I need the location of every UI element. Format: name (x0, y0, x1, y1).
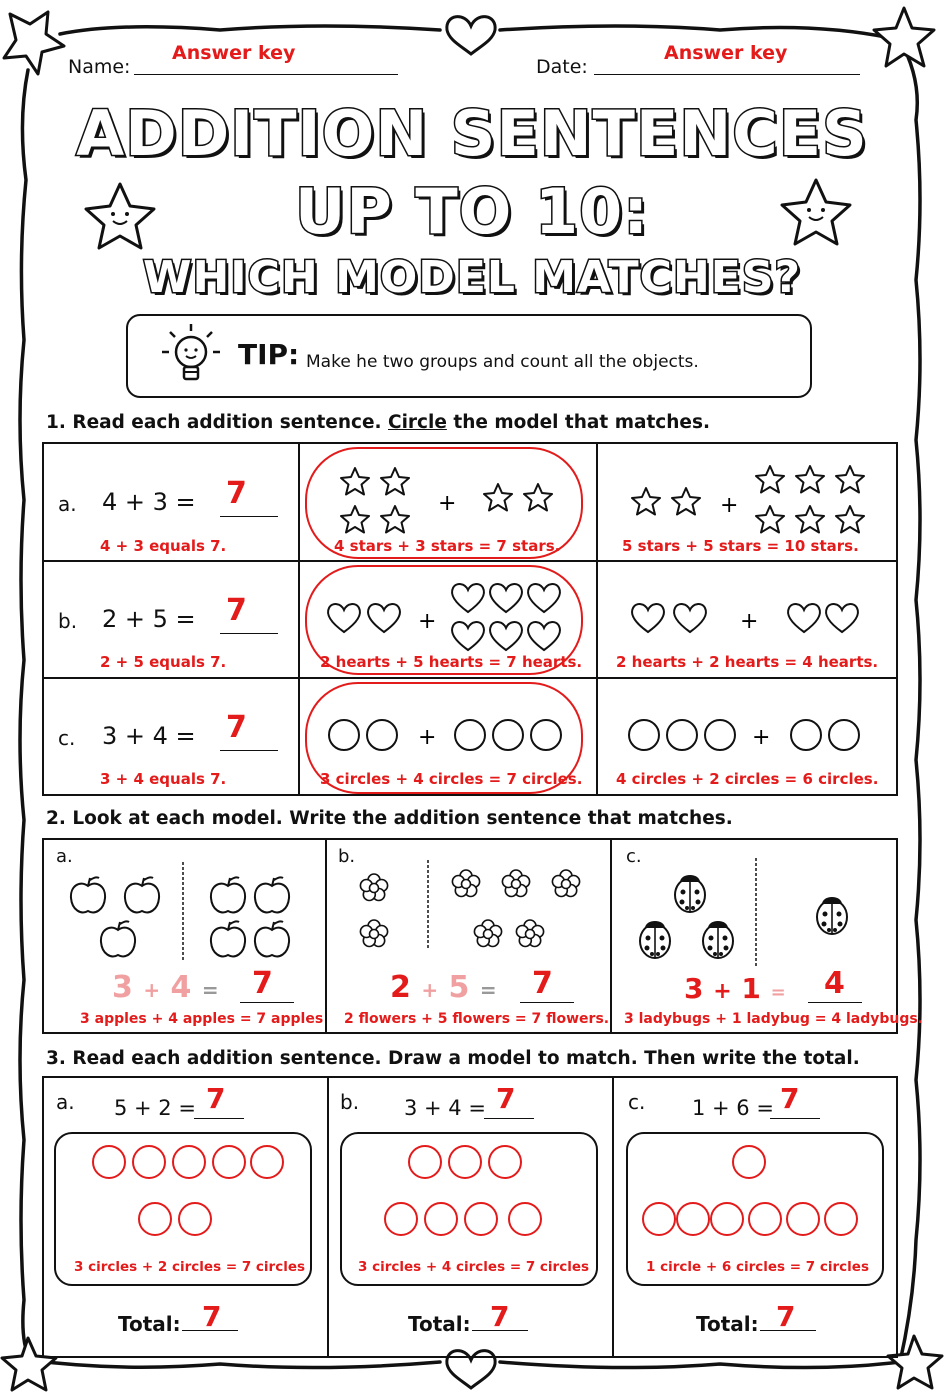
circle-shape (455, 720, 561, 750)
ladybug-icon (817, 897, 847, 934)
s2-b-equation: 2 + 5 = (390, 970, 497, 1005)
name-line[interactable] (134, 74, 398, 75)
s2-c-caption: 3 ladybugs + 1 ladybug = 4 ladybugs. (624, 1011, 923, 1027)
s2-b-caption: 2 flowers + 5 flowers = 7 flowers. (344, 1011, 610, 1027)
heart-icon (632, 604, 706, 632)
date-line[interactable] (594, 74, 860, 75)
section2-models (0, 838, 944, 988)
svg-text:+: + (752, 725, 771, 750)
tip-text: Make he two groups and count all the objects. (306, 352, 699, 372)
row-c-letter: c. (58, 726, 76, 750)
svg-text:+: + (720, 493, 739, 518)
plus-sign: + (438, 491, 457, 516)
row-a-model1-caption: 4 stars + 3 stars = 7 stars. (334, 537, 561, 555)
page-title-line3: WHICH MODEL MATCHES? (142, 252, 802, 303)
s3-a-answer-line[interactable] (194, 1118, 244, 1119)
s2-c-answer: 4 (824, 966, 845, 1001)
s3-c-answer-line[interactable] (770, 1118, 820, 1119)
s3-a-total-label: Total: (118, 1312, 181, 1336)
circle-shape (791, 720, 859, 750)
s3-a-letter: a. (56, 1090, 75, 1114)
s3-b-total-label: Total: (408, 1312, 471, 1336)
s2-a-answer-line[interactable] (240, 1002, 294, 1003)
s3-b-answer: 7 (496, 1082, 516, 1115)
lightbulb-icon (158, 322, 224, 388)
s3-c-caption: 1 circle + 6 circles = 7 circles (646, 1259, 869, 1275)
circle-shape (329, 720, 397, 750)
s3-a-sentence: 5 + 2 = (114, 1096, 196, 1120)
s3-b-total: 7 (490, 1300, 510, 1333)
row-c-words: 3 + 4 equals 7. (100, 770, 227, 788)
circle-shape (629, 720, 735, 750)
row-b-sentence: 2 + 5 = (102, 605, 196, 633)
heart-icon (788, 604, 858, 632)
s3-b-answer-line[interactable] (484, 1118, 534, 1119)
s3-c-total-label: Total: (696, 1312, 759, 1336)
star-icon (632, 488, 700, 515)
s2-a-answer: 7 (252, 966, 273, 1001)
heart-icon (328, 604, 400, 632)
s3-b-sentence: 3 + 4 = (404, 1096, 486, 1120)
s2-b-answer: 7 (532, 966, 553, 1001)
row-c-sentence: 3 + 4 = (102, 722, 196, 750)
svg-text:+: + (740, 609, 759, 634)
ladybug-icon (640, 875, 733, 958)
s3-c-sentence: 1 + 6 = (692, 1096, 774, 1120)
row-a-letter: a. (58, 492, 77, 516)
row-c-answer: 7 (226, 710, 247, 745)
row-c-model2-caption: 4 circles + 2 circles = 6 circles. (616, 770, 879, 788)
name-label: Name: (68, 56, 131, 78)
star-icon (756, 466, 864, 533)
section1-instruction: 1. Read each addition sentence. Circle the model that matches. (46, 412, 711, 433)
s2-b-letter: b. (338, 846, 356, 867)
section1-models (0, 440, 944, 800)
smiling-star-icon (776, 176, 856, 246)
s3-a-answer: 7 (206, 1082, 226, 1115)
page-title-line1: ADDITION SENTENCES (76, 97, 868, 170)
s2-a-caption: 3 apples + 4 apples = 7 apples (80, 1011, 324, 1027)
heart-icon (452, 584, 560, 650)
star-icon (484, 484, 552, 511)
s2-b-answer-line[interactable] (520, 1002, 574, 1003)
s2-a-letter: a. (56, 846, 73, 867)
row-a-answer: 7 (226, 476, 247, 511)
smiling-star-icon (80, 180, 160, 250)
s3-b-letter: b. (340, 1090, 360, 1114)
s3-c-answer: 7 (780, 1082, 800, 1115)
svg-text:+: + (418, 725, 437, 750)
flower-icon (360, 874, 387, 947)
tip-label: TIP: (238, 338, 300, 371)
s2-c-letter: c. (626, 846, 642, 867)
corner-star-icon (4, 12, 64, 74)
s3-a-total: 7 (202, 1300, 222, 1333)
page-title-line2: UP TO 10: (294, 175, 650, 248)
svg-text:+: + (418, 609, 437, 634)
row-a-words: 4 + 3 equals 7. (100, 537, 227, 555)
row-b-answer: 7 (226, 593, 247, 628)
s2-a-equation: 3 + 4 = (112, 970, 219, 1005)
row-b-model2-caption: 2 hearts + 2 hearts = 4 hearts. (616, 653, 879, 671)
row-a-sentence: 4 + 3 = (102, 488, 196, 516)
s2-c-answer-line[interactable] (808, 1002, 862, 1003)
section3-instruction: 3. Read each addition sentence. Draw a model to match. Then write the total. (46, 1048, 860, 1069)
date-answer: Answer key (664, 42, 788, 64)
apple-icon (71, 877, 159, 956)
row-b-letter: b. (58, 609, 78, 633)
s2-c-equation: 3 + 1 = (684, 972, 786, 1005)
s3-b-caption: 3 circles + 4 circles = 7 circles (358, 1259, 590, 1275)
name-answer: Answer key (172, 42, 296, 64)
star-icon (341, 468, 409, 533)
s3-c-letter: c. (628, 1090, 646, 1114)
s3-c-total: 7 (776, 1300, 796, 1333)
flower-icon (452, 870, 579, 947)
row-b-model1-caption: 2 hearts + 5 hearts = 7 hearts. (320, 653, 583, 671)
row-c-model1-caption: 3 circles + 4 circles = 7 circles. (320, 770, 583, 788)
section2-instruction: 2. Look at each model. Write the addition sentence that matches. (46, 808, 733, 829)
date-label: Date: (536, 56, 588, 78)
s3-a-caption: 3 circles + 2 circles = 7 circles (74, 1259, 306, 1275)
row-a-model2-caption: 5 stars + 5 stars = 10 stars. (622, 537, 859, 555)
row-b-words: 2 + 5 equals 7. (100, 653, 227, 671)
apple-icon (211, 877, 289, 956)
